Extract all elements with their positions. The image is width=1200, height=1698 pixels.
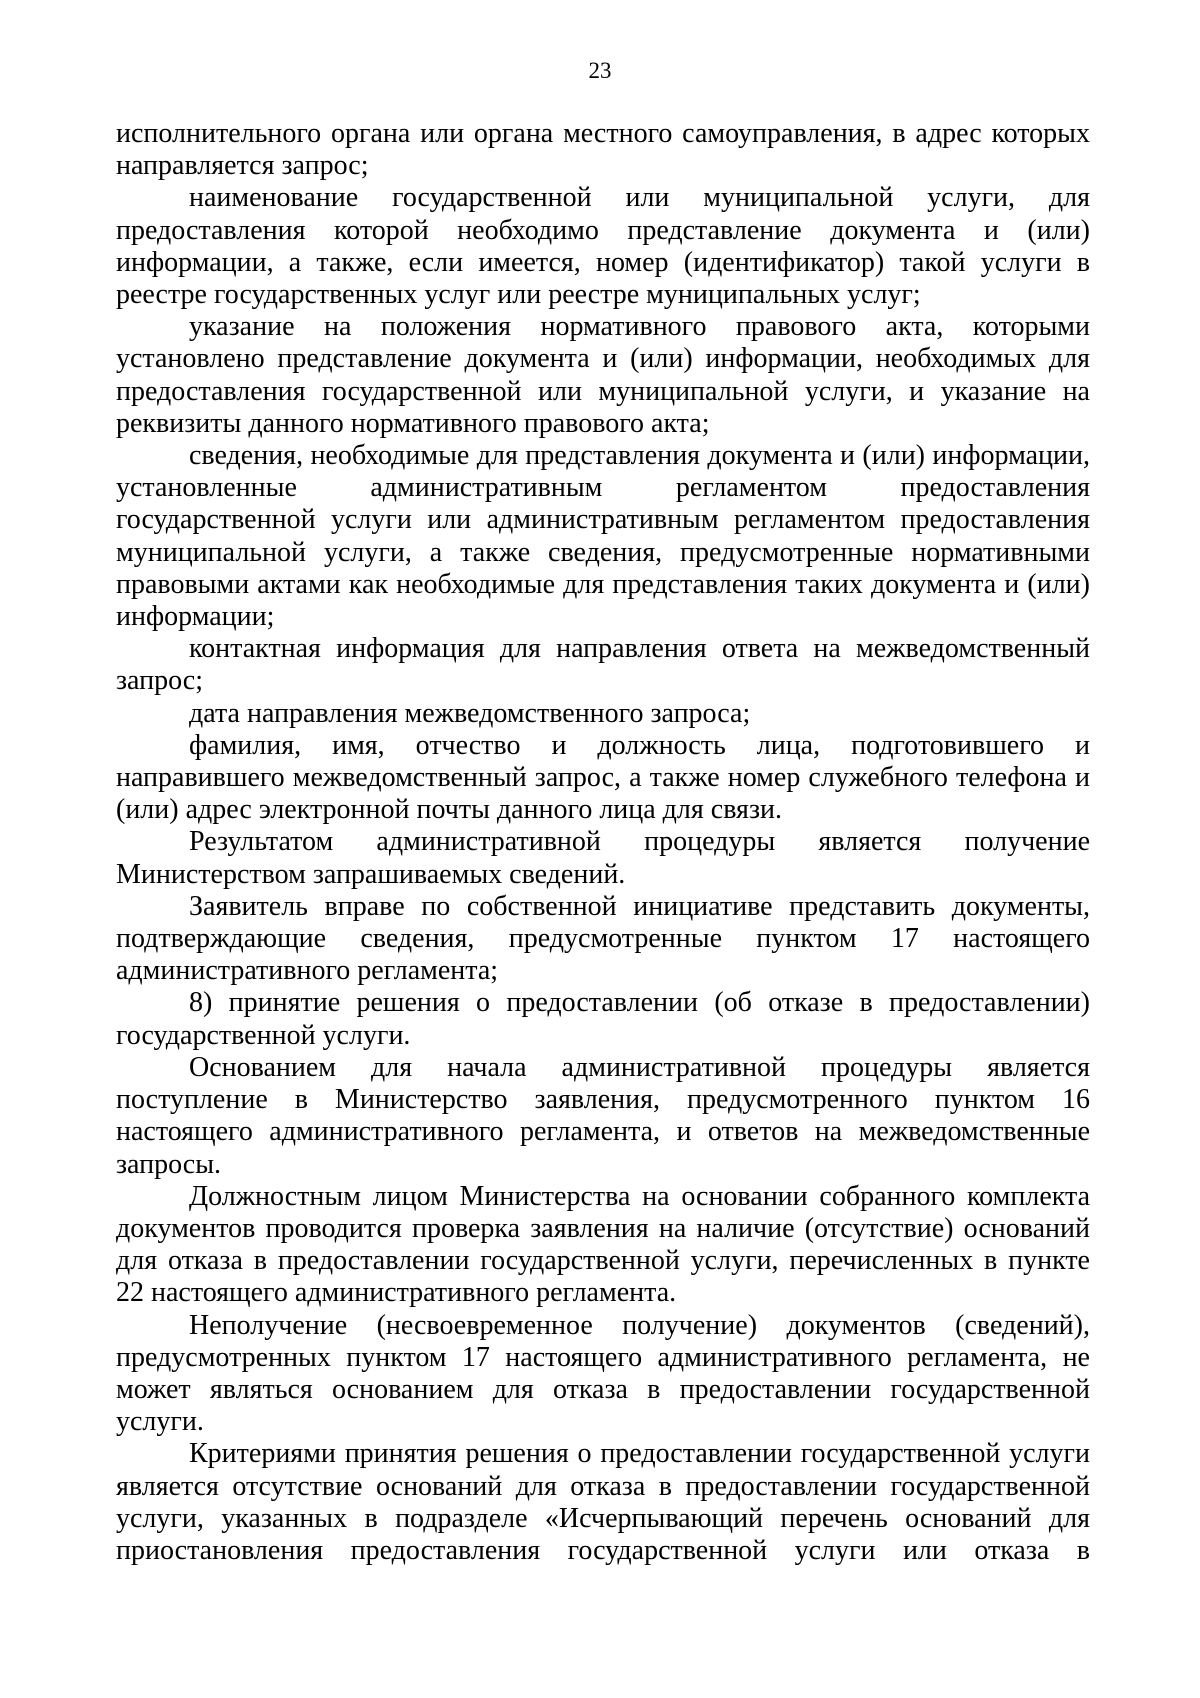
paragraph-13: Неполучение (несвоевременное получение) документов (сведений), предусмотренных пунктом 17 настоящего административного регламента, не может являться основанием для отказа в предоставлении государственной услуги. bbox=[116, 1309, 1090, 1438]
paragraph-4: сведения, необходимые для представления документа и (или) информации, установленные административным регламентом предоставления государственной услуги или административным регламентом предоставления муниципальной услуги, а также сведения, предусмотренные нормативными правовыми актами как необходимые для представления таких документа и (или) информации; bbox=[116, 440, 1090, 633]
paragraph-5: контактная информация для направления ответа на межведомственный запрос; bbox=[116, 633, 1090, 697]
paragraph-12: Должностным лицом Министерства на основании собранного комплекта документов проводится проверка заявления на наличие (отсутствие) оснований для отказа в предоставлении государственной услуги, перечисленных в пункте 22 настоящего административного регламента. bbox=[116, 1180, 1090, 1309]
paragraph-9: Заявитель вправе по собственной инициативе представить документы, подтверждающие сведения, предусмотренные пунктом 17 настоящего административного регламента; bbox=[116, 890, 1090, 987]
page-number: 23 bbox=[588, 58, 612, 83]
paragraph-11: Основанием для начала административной процедуры является поступление в Министерство заявления, предусмотренного пунктом 16 настоящего административного регламента, и ответов на межведомственные запросы. bbox=[116, 1051, 1090, 1180]
paragraph-8: Результатом административной процедуры является получение Министерством запрашиваемых сведений. bbox=[116, 826, 1090, 890]
paragraph-7: фамилия, имя, отчество и должность лица, подготовившего и направившего межведомственный запрос, а также номер служебного телефона и (или) адрес электронной почты данного лица для связи. bbox=[116, 729, 1090, 826]
paragraph-10: 8) принятие решения о предоставлении (об отказе в предоставлении) государственной услуги. bbox=[116, 987, 1090, 1051]
paragraph-2: наименование государственной или муниципальной услуги, для предоставления которой необходимо представление документа и (или) информации, а также, если имеется, номер (идентификатор) такой услуги в реестре государственных услуг или реестре муниципальных услуг; bbox=[116, 182, 1090, 311]
document-body bbox=[116, 118, 1090, 1567]
paragraph-1: исполнительного органа или органа местного самоуправления, в адрес которых направляется запрос; bbox=[116, 118, 1090, 182]
paragraph-3: указание на положения нормативного правового акта, которыми установлено представление документа и (или) информации, необходимых для предоставления государственной или муниципальной услуги, и указание на реквизиты данного нормативного правового акта; bbox=[116, 311, 1090, 439]
paragraph-6: дата направления межведомственного запроса; bbox=[189, 697, 751, 729]
paragraph-14: Критериями принятия решения о предоставлении государственной услуги является отсутствие оснований для отказа в предоставлении государственной услуги, указанных в подразделе «Исчерпывающий перечень оснований для приостановления предоставления государственной услуги или отказа в bbox=[116, 1438, 1090, 1566]
